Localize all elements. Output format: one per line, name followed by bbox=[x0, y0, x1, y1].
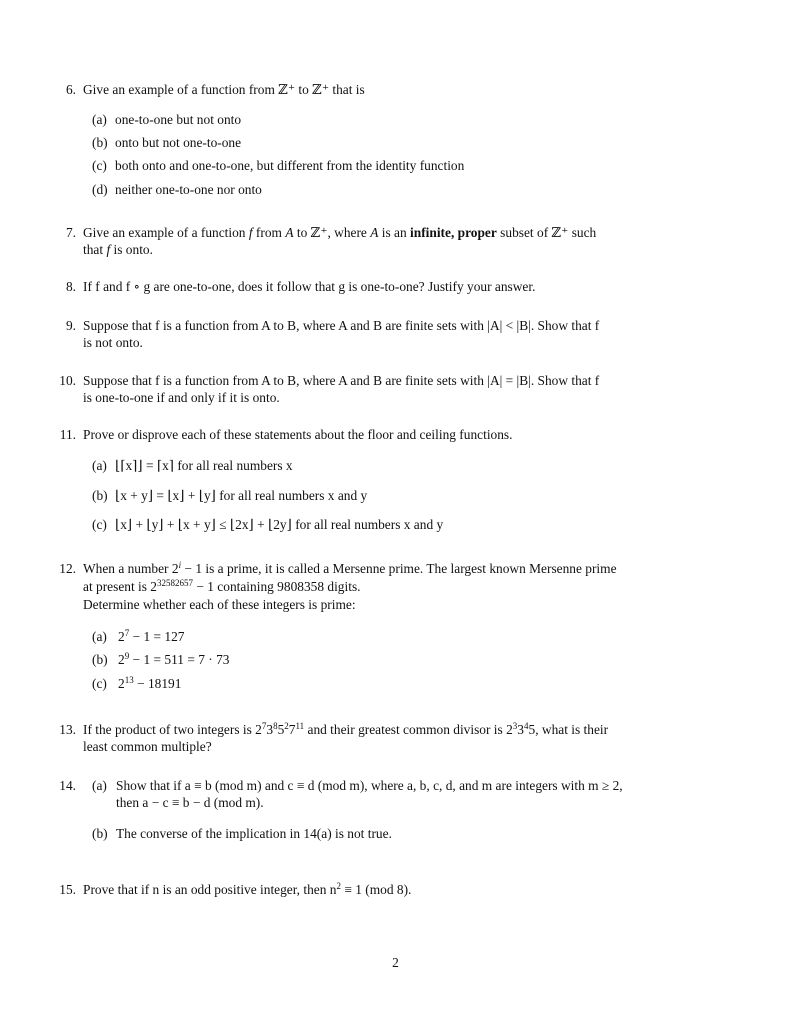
q9-number: 9. bbox=[65, 318, 76, 333]
q7-number: 7. bbox=[65, 225, 76, 240]
q6d-label: (d) bbox=[92, 182, 108, 197]
q6a-label: (a) bbox=[92, 112, 107, 127]
q7-bold-text: infinite, proper bbox=[410, 225, 497, 240]
q6-stem: Give an example of a function from ℤ⁺ to ℤ⁺ that is bbox=[83, 82, 365, 97]
q6c-text: both onto and one-to-one, but different from the identity function bbox=[115, 158, 465, 173]
q14b-text: The converse of the implication in 14(a) is not true. bbox=[116, 826, 392, 841]
q12b-text: $2^9 - 1 = 511 = 7 \cdot 73$ bbox=[118, 651, 230, 667]
q6c-label: (c) bbox=[92, 158, 107, 173]
q6a-text: one-to-one but not onto bbox=[115, 112, 242, 127]
q10-line2: is one-to-one if and only if it is onto. bbox=[83, 390, 280, 405]
q12-line2: at present is $2^{32582657} - 1$ containing 9808358 digits. bbox=[83, 578, 361, 594]
q13-line2: least common multiple? bbox=[83, 739, 212, 754]
q14a-line1: Show that if a ≡ b (mod m) and c ≡ d (mod m), where a, b, c, d, and m are integers with m ≥ 2, bbox=[116, 778, 623, 793]
q11a-text: ⌊⌈x⌉⌋ = ⌈x⌉ for all real numbers x bbox=[115, 458, 293, 473]
q12c-text: $2^{13} - 18191$ bbox=[118, 675, 182, 691]
q11b-label: (b) bbox=[92, 488, 108, 503]
q10-number: 10. bbox=[59, 373, 76, 388]
q8-text: If f and f ∘ g are one-to-one, does it follow that g is one-to-one? Justify your answer. bbox=[83, 279, 536, 294]
q13-number: 13. bbox=[59, 722, 76, 737]
q12-number: 12. bbox=[59, 561, 76, 576]
q15-number: 15. bbox=[59, 882, 76, 897]
q11c-text: ⌊x⌋ + ⌊y⌋ + ⌊x + y⌋ ≤ ⌊2x⌋ + ⌊2y⌋ for all real numbers x and y bbox=[115, 517, 444, 532]
q12c-label: (c) bbox=[92, 676, 107, 691]
q11b-text: ⌊x + y⌋ = ⌊x⌋ + ⌊y⌋ for all real numbers x and y bbox=[115, 488, 368, 503]
q6b-label: (b) bbox=[92, 135, 108, 150]
q11-stem: Prove or disprove each of these statements about the floor and ceiling functions. bbox=[83, 427, 513, 442]
q11a-label: (a) bbox=[92, 458, 107, 473]
q12a-text: $2^7 - 1 = 127$ bbox=[118, 628, 185, 644]
q14b-label: (b) bbox=[92, 826, 108, 841]
q7-line1: Give an example of a function f from A to ℤ⁺, where A is an infinite, proper subset of ℤ⁺ such bbox=[83, 225, 597, 240]
q14-number: 14. bbox=[59, 778, 76, 793]
q13-line1: If the product of two integers is $2^73^85^27^{11}$ and their greatest common divisor is $2^33^45$, what is their bbox=[83, 721, 609, 737]
q9-line2: is not onto. bbox=[83, 335, 143, 350]
q11c-label: (c) bbox=[92, 517, 107, 532]
q6d-text: neither one-to-one nor onto bbox=[115, 182, 262, 197]
q15-text: Prove that if n is an odd positive integer, then $n^2 \equiv 1$ (mod 8). bbox=[83, 881, 412, 897]
q6-number: 6. bbox=[65, 82, 76, 97]
q12-line3: Determine whether each of these integers is prime: bbox=[83, 597, 356, 612]
q11-number: 11. bbox=[59, 427, 76, 442]
page-number: 2 bbox=[392, 955, 399, 970]
q6b-text: onto but not one-to-one bbox=[115, 135, 242, 150]
q7-line2: that f is onto. bbox=[83, 242, 153, 257]
q8-number: 8. bbox=[65, 279, 76, 294]
q12-line1: When a number $2^i - 1$ is a prime, it is called a Mersenne prime. The largest known Mersenne prime bbox=[83, 560, 617, 576]
q14a-line2: then a − c ≡ b − d (mod m). bbox=[116, 795, 264, 810]
q12b-label: (b) bbox=[92, 652, 108, 667]
q9-line1: Suppose that f is a function from A to B, where A and B are finite sets with |A| < |B|. Show that f bbox=[83, 318, 600, 333]
q12a-label: (a) bbox=[92, 629, 107, 644]
q14a-label: (a) bbox=[92, 778, 107, 793]
q10-line1: Suppose that f is a function from A to B, where A and B are finite sets with |A| = |B|. Show that f bbox=[83, 373, 600, 388]
